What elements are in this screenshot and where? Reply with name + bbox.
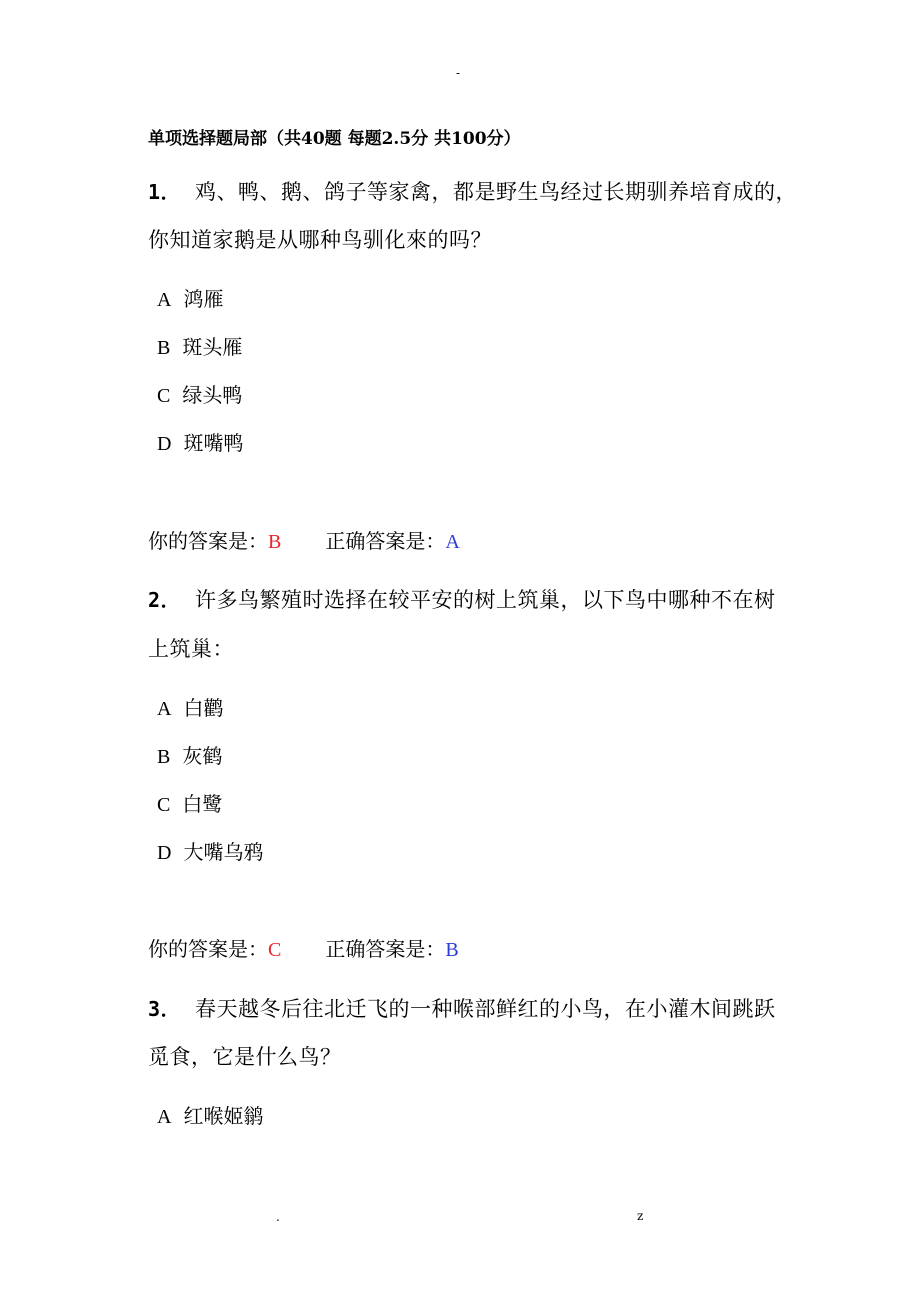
correct-answer-label: 正确答案是：: [325, 529, 446, 553]
question-3-text: 春天越冬后往北迁飞的一种喉部鲜红的小鸟，在小灌木间跳跃: [195, 997, 776, 1021]
option-letter: B: [157, 746, 171, 768]
option-2b[interactable]: [157, 740, 222, 769]
option-3a[interactable]: [157, 1100, 263, 1129]
answer-row-1: [148, 525, 460, 554]
your-answer-value: C: [268, 939, 282, 961]
option-text: 斑嘴鸭: [183, 431, 244, 455]
question-1-line-2: 你知道家鹅是从哪种鸟驯化來的吗？: [148, 228, 492, 252]
option-2c[interactable]: [157, 788, 222, 817]
option-letter: A: [157, 1106, 172, 1128]
question-1-line-1: [148, 176, 797, 206]
question-3-line-1: [148, 993, 776, 1023]
option-2d[interactable]: [157, 836, 263, 865]
your-answer-label: 你的答案是：: [148, 529, 268, 553]
option-text: 绿头鸭: [182, 383, 243, 407]
question-3-line-2: 觅食，它是什么鸟？: [148, 1045, 342, 1069]
answer-row-2: [148, 933, 459, 962]
question-1-text: 鸡、鸭、鹅、鸽子等家禽，都是野生鸟经过长期驯养培育成的，: [195, 180, 798, 204]
option-text: 白鹳: [183, 696, 224, 720]
footer-dot: .: [276, 1210, 280, 1224]
option-1d[interactable]: [157, 427, 243, 456]
question-2-text: 许多鸟繁殖时选择在较平安的树上筑巢，以下鸟中哪种不在树: [195, 588, 776, 612]
section-title: 单项选择题局部（共40题 每题2.5分 共100分）: [148, 129, 521, 149]
option-1c[interactable]: [157, 379, 242, 408]
option-text: 白鹭: [182, 792, 223, 816]
option-1a[interactable]: [157, 283, 223, 312]
option-1b[interactable]: [157, 331, 242, 360]
option-text: 红喉姬鹟: [183, 1104, 264, 1128]
option-letter: D: [157, 842, 172, 864]
option-letter: C: [157, 385, 171, 407]
your-answer-value: B: [268, 531, 282, 553]
your-answer-label: 你的答案是：: [148, 937, 268, 961]
question-2-line-1: [148, 584, 776, 614]
option-letter: A: [157, 289, 172, 311]
question-2-line-2: 上筑巢：: [148, 637, 234, 661]
question-1-number: 1．: [148, 180, 182, 204]
header-mark: -: [456, 66, 461, 80]
option-text: 鸿雁: [183, 287, 224, 311]
option-text: 大嘴乌鸦: [183, 840, 264, 864]
option-text: 灰鹤: [182, 744, 223, 768]
option-letter: B: [157, 337, 171, 359]
option-letter: D: [157, 433, 172, 455]
question-2-number: 2．: [148, 588, 182, 612]
correct-answer-label: 正确答案是：: [325, 937, 446, 961]
option-letter: C: [157, 794, 171, 816]
option-letter: A: [157, 698, 172, 720]
option-text: 斑头雁: [182, 335, 243, 359]
question-3-number: 3．: [148, 997, 182, 1021]
correct-answer-value: A: [445, 531, 460, 553]
option-2a[interactable]: [157, 692, 223, 721]
footer-mark: z: [637, 1209, 644, 1223]
correct-answer-value: B: [445, 939, 459, 961]
